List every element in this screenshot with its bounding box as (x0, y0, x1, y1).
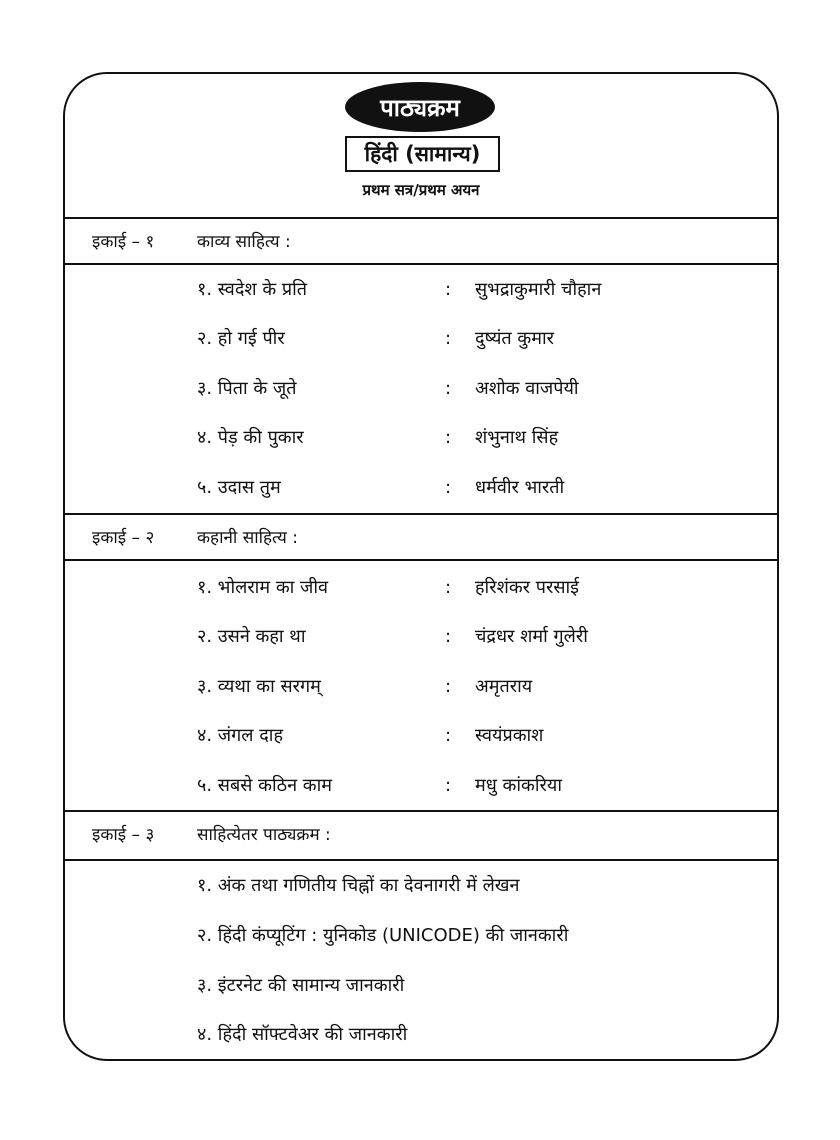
unit-3-heading (92, 811, 331, 855)
item-author: स्वयंप्रकाश (475, 725, 544, 746)
item-author: अशोक वाजपेयी (475, 378, 579, 399)
item-author: चंद्रधर शर्मा गुलेरी (475, 626, 588, 647)
unit-name: काव्य साहित्य : (197, 231, 291, 252)
item-text: ४. हिंदी सॉफ्टवेअर की जानकारी (197, 1024, 408, 1045)
list-item (197, 1019, 407, 1049)
item-author: शंभुनाथ सिंह (475, 427, 559, 448)
item-author: दुष्यंत कुमार (475, 328, 554, 349)
unit-name: कहानी साहित्य : (197, 527, 298, 548)
item-separator: : (445, 724, 452, 746)
unit-number: इकाई – १ (92, 231, 155, 252)
list-item (197, 572, 579, 602)
list-item (197, 770, 562, 800)
syllabus-header (65, 74, 777, 217)
item-separator: : (445, 377, 452, 399)
list-item (197, 472, 564, 502)
list-item (197, 720, 543, 750)
item-separator: : (445, 576, 452, 598)
item-separator: : (445, 774, 452, 796)
list-item (197, 373, 579, 403)
subject-title: हिंदी (सामान्य) (345, 136, 500, 172)
divider (65, 559, 777, 561)
syllabus-frame (63, 72, 779, 1061)
semester-label: प्रथम सत्र/प्रथम अयन (362, 181, 480, 199)
unit-number: इकाई – २ (92, 527, 155, 548)
item-title: ५. सबसे कठिन काम (197, 775, 333, 796)
list-item (197, 323, 554, 353)
item-author: मधु कांकरिया (475, 775, 562, 796)
list-item (197, 422, 558, 452)
item-title: २. उसने कहा था (197, 626, 306, 647)
list-item (197, 920, 568, 950)
list-item (197, 274, 601, 304)
item-author: धर्मवीर भारती (475, 477, 565, 498)
divider (65, 263, 777, 265)
unit-2-heading (92, 514, 298, 558)
item-text: २. हिंदी कंप्यूटिंग : युनिकोड (UNICODE) की जानकारी (197, 925, 569, 946)
unit-1-heading (92, 218, 291, 262)
item-title: १. भोलराम का जीव (197, 577, 329, 598)
item-title: १. स्वदेश के प्रति (197, 279, 308, 300)
item-title: ३. पिता के जूते (197, 378, 297, 399)
item-text: ३. इंटरनेट की सामान्य जानकारी (197, 975, 405, 996)
item-separator: : (445, 278, 452, 300)
list-item (197, 970, 404, 1000)
list-item (197, 870, 520, 900)
item-author: अमृतराय (475, 676, 533, 697)
item-separator: : (445, 625, 452, 647)
item-separator: : (445, 675, 452, 697)
item-text: १. अंक तथा गणितीय चिह्नों का देवनागरी में लेखन (197, 875, 520, 896)
item-title: ३. व्यथा का सरगम् (197, 676, 321, 697)
divider (65, 859, 777, 861)
unit-number: इकाई – ३ (92, 824, 155, 845)
item-title: ५. उदास तुम (197, 477, 281, 498)
item-title: २. हो गई पीर (197, 328, 285, 349)
item-separator: : (445, 476, 452, 498)
unit-name: साहित्येतर पाठ्यक्रम : (197, 824, 331, 845)
item-title: ४. जंगल दाह (197, 725, 283, 746)
item-title: ४. पेड़ की पुकार (197, 427, 304, 448)
list-item (197, 671, 532, 701)
page-title: पाठ्यक्रम (345, 82, 495, 132)
item-author: हरिशंकर परसाई (475, 577, 579, 598)
item-author: सुभद्राकुमारी चौहान (475, 279, 602, 300)
item-separator: : (445, 327, 452, 349)
list-item (197, 621, 588, 651)
item-separator: : (445, 426, 452, 448)
